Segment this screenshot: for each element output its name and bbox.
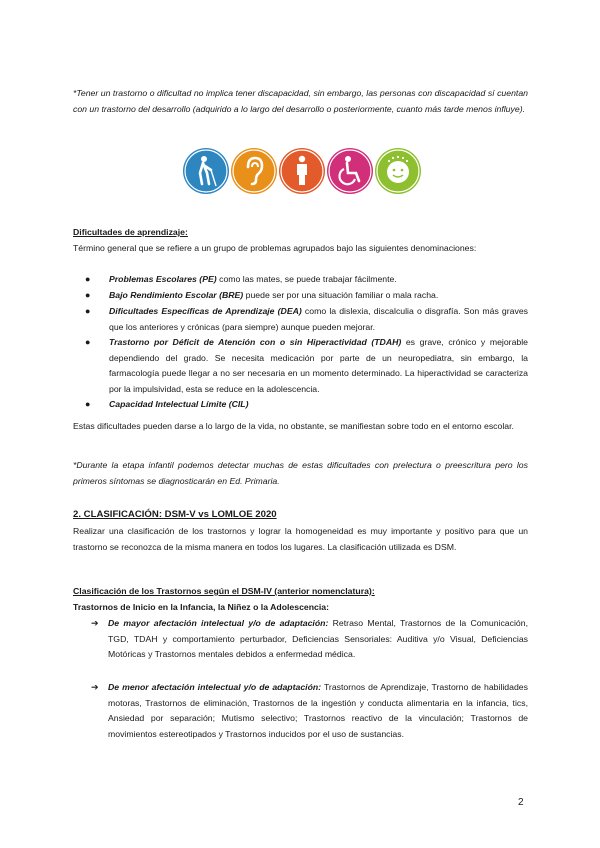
- bullet-icon: ●: [85, 399, 91, 409]
- list-item: ➔ De menor afectación intelectual y/o de adaptación: Trastornos de Aprendizaje, Trastorno de habilidades motoras, Trastornos de eliminación, Trastornos de la ingestión y conducta alimentaria en la infancia, tics, Ansiedad por separación; Mutismo selectivo; Trastornos reactivo de la vinculación; Trastornos de movimientos estereotipados y Trastornos inducidos por el uso de sustancias.: [91, 682, 528, 739]
- section-heading: 2. CLASIFICACIÓN: DSM-V vs LOMLOE 2020: [73, 509, 277, 520]
- intellectual-face-icon: [375, 148, 421, 194]
- sub-heading: Clasificación de los Trastornos según el DSM-IV (anterior nomenclatura):: [73, 586, 375, 596]
- bullet-icon: ●: [85, 290, 91, 300]
- bullet-icon: ●: [85, 274, 91, 284]
- list-item: ➔ De mayor afectación intelectual y/o de adaptación: Retraso Mental, Trastornos de la Comunicación, TGD, TDAH y comportamiento perturbador, Deficiencias Sensoriales: Auditiva y/o Visual, Deficiencias Motóricas y Trastornos mentales debidos a enfermedad médica.: [91, 618, 528, 660]
- page-number: 2: [518, 797, 524, 808]
- arrow-right-icon: ➔: [91, 618, 99, 628]
- list-item: ● Bajo Rendimiento Escolar (BRE) puede ser por una situación familiar o mala racha.: [92, 288, 528, 304]
- dificultades-closing: Estas dificultades pueden darse a lo largo de la vida, no obstante, se manifiestan sobre todo en el entorno escolar.: [73, 421, 514, 431]
- bullet-icon: ●: [85, 337, 91, 347]
- list-item: ● Trastorno por Déficit de Atención con o sin Hiperactividad (TDAH) es grave, crónico y mejorable dependiendo del grado. Se necesita medicación por parte de un neuropediatra, sin embargo, la farmacología puede llegar a no ser necesaria en un momento determinado. La hiperactividad se caracteriza por la impulsividad, esta se reduce en la adolescencia.: [85, 337, 529, 394]
- note-infantil: *Durante la etapa infantil podemos detectar muchas de estas dificultades con prelectura o preescritura pero los primeros síntomas se diagnosticarán en Ed. Primaria.: [73, 460, 528, 486]
- note-discapacidad: *Tener un trastorno o dificultad no implica tener discapacidad, sin embargo, las personas con discapacidad sí cuentan con un trastorno del desarrollo (adquirido a lo largo del desarrollo o posteriormente, cuanto más tarde menos influye).: [73, 88, 528, 114]
- section2-body: Realizar una clasificación de los trastornos y lograr la homogeneidad es muy importante y positivo para que un trastorno se reconozca de la misma manera en todos los lugares. La clasificación utilizada es DSM.: [73, 526, 528, 552]
- visual-disability-icon: [183, 148, 229, 194]
- disability-icons-row: [183, 148, 423, 194]
- dificultades-intro: Término general que se refiere a un grupo de problemas agrupados bajo las siguientes denominaciones:: [73, 243, 477, 253]
- hearing-disability-icon: [231, 148, 277, 194]
- list-item: ● Problemas Escolares (PE) como las mates, se puede trabajar fácilmente.: [92, 272, 528, 288]
- sub-sub-heading: Trastornos de Inicio en la Infancia, la Niñez o la Adolescencia:: [73, 602, 330, 612]
- wheelchair-icon: [327, 148, 373, 194]
- bullet-icon: ●: [85, 306, 91, 316]
- list-item: ● Dificultades Específicas de Aprendizaje (DEA) como la dislexia, discalculia o disgrafía. Son más graves que los anteriores y crónicas (para siempre) aunque pueden mejorar.: [85, 306, 529, 332]
- physical-person-icon: [279, 148, 325, 194]
- heading-dificultades: Dificultades de aprendizaje:: [73, 227, 188, 237]
- arrow-right-icon: ➔: [91, 682, 99, 692]
- list-item: ● Capacidad Intelectual Límite (CIL): [92, 397, 528, 413]
